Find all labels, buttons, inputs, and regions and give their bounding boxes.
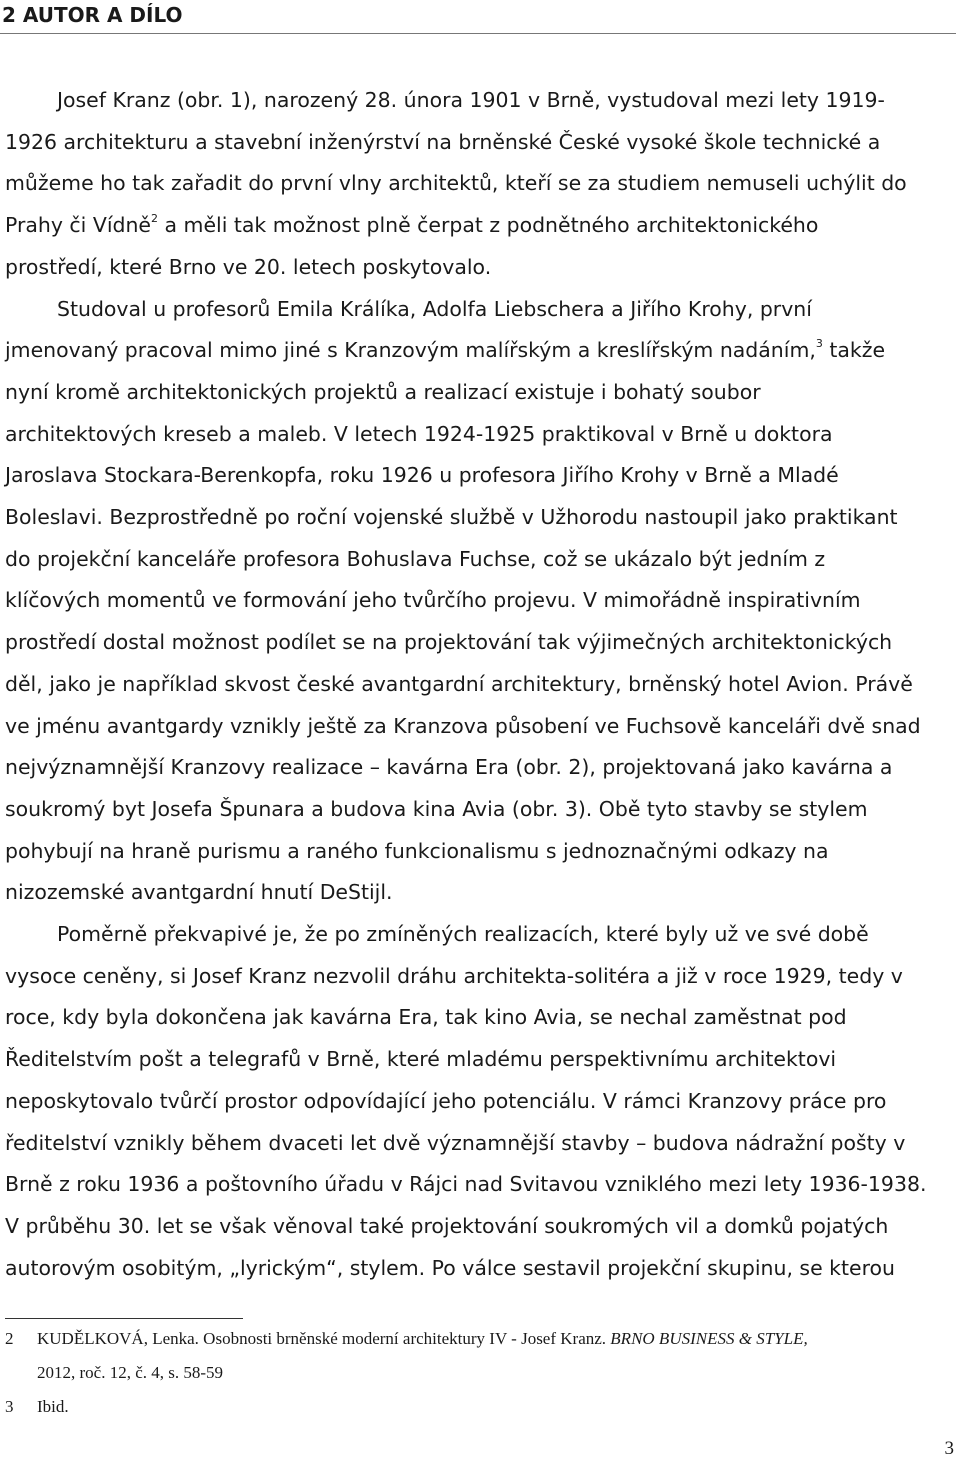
footnote-journal: BRNO BUSINESS & STYLE, — [610, 1329, 808, 1348]
text-line: vysoce ceněny, si Josef Kranz nezvolil dráhu architekta-solitéra a již v roce 1929, tedy v — [5, 963, 903, 988]
text-fragment: a měli tak možnost plně čerpat z podnětného architektonického — [158, 213, 819, 238]
paragraph-1 — [5, 80, 955, 289]
text-line: Studoval u profesorů Emila Králíka, Adolfa Liebschera a Jiřího Krohy, první — [57, 296, 812, 321]
text-line: V průběhu 30. let se však věnoval také projektování soukromých vil a domků pojatých — [5, 1213, 889, 1238]
text-line: 1926 architekturu a stavební inženýrství na brněnské České vysoké škole technické a — [5, 129, 881, 154]
text-line: do projekční kanceláře profesora Bohuslava Fuchse, což se ukázalo být jedním z — [5, 546, 826, 571]
text-line: prostředí, které Brno ve 20. letech poskytovalo. — [5, 254, 492, 279]
text-fragment: jmenovaný pracoval mimo jiné s Kranzovým malířským a kreslířským nadáním, — [5, 338, 816, 363]
text-line: pohybují na hraně purismu a raného funkcionalismu s jednoznačnými odkazy na — [5, 838, 829, 863]
text-line: nyní kromě architektonických projektů a realizací existuje i bohatý soubor — [5, 379, 761, 404]
footnote-number: 2 — [5, 1329, 14, 1348]
text-line: neposkytovalo tvůrčí prostor odpovídající jeho potenciálu. V rámci Kranzovy práce pro — [5, 1088, 887, 1113]
text-line: Ředitelstvím pošt a telegrafů v Brně, které mladému perspektivnímu architektovi — [5, 1047, 837, 1072]
heading-rule — [0, 33, 956, 34]
text-line: autorovým osobitým, „lyrickým“, stylem. Po válce sestavil projekční skupinu, se kterou — [5, 1255, 895, 1280]
text-line — [5, 205, 955, 247]
footnote-3 — [5, 1390, 955, 1424]
text-fragment: takže — [822, 338, 886, 363]
text-line: prostředí dostal možnost podílet se na projektování tak výjimečných architektonických — [5, 630, 893, 655]
text-line: Josef Kranz (obr. 1), narozený 28. února 1901 v Brně, vystudoval mezi lety 1919- — [57, 88, 885, 112]
text-line: architektových kreseb a maleb. V letech 1924-1925 praktikoval v Brně u doktora — [5, 421, 833, 446]
footnote-ref-3[interactable]: 3 — [815, 337, 823, 351]
footnotes — [5, 1322, 955, 1424]
text-line: roce, kdy byla dokončena jak kavárna Era, tak kino Avia, se nechal zaměstnat pod — [5, 1005, 847, 1030]
text-line: nizozemské avantgardní hnutí DeStijl. — [5, 880, 393, 905]
text-line: Jaroslava Stockara-Berenkopfa, roku 1926 u profesora Jiřího Krohy v Brně a Mladé — [5, 463, 839, 488]
page-number: 3 — [944, 1438, 954, 1459]
text-line: soukromý byt Josefa Špunara a budova kina Avia (obr. 3). Obě tyto stavby se stylem — [5, 796, 868, 821]
footnote-number: 3 — [5, 1397, 14, 1416]
footnote-text — [37, 1322, 808, 1356]
text-fragment: Prahy či Vídně — [5, 213, 152, 238]
text-line: Brně z roku 1936 a poštovního úřadu v Rájci nad Svitavou vzniklého mezi lety 1936-1938. — [5, 1172, 927, 1197]
paragraph-3 — [5, 914, 955, 1289]
text-line: ředitelství vznikly během dvaceti let dvě významnější stavby – budova nádražní pošty v — [5, 1130, 906, 1155]
body-text — [5, 80, 955, 1289]
footnote-details: 2012, roč. 12, č. 4, s. 58-59 — [37, 1363, 224, 1382]
footnote-separator — [5, 1318, 243, 1319]
text-line: ve jménu avantgardy vznikly ještě za Kranzova působení ve Fuchsově kanceláři dvě snad — [5, 713, 921, 738]
footnote-2-continued — [5, 1356, 955, 1390]
text-line — [5, 330, 955, 372]
paragraph-2 — [5, 289, 955, 915]
text-line: nejvýznamnější Kranzovy realizace – kavárna Era (obr. 2), projektovaná jako kavárna a — [5, 755, 893, 780]
section-heading: 2 AUTOR A DÍLO — [2, 3, 183, 27]
text-line: děl, jako je například skvost české avantgardní architektury, brněnský hotel Avion. Právě — [5, 671, 913, 696]
footnote-citation: KUDĚLKOVÁ, Lenka. Osobnosti brněnské moderní architektury IV - Josef Kranz. — [37, 1329, 607, 1348]
footnote-ref-2[interactable]: 2 — [151, 212, 159, 226]
footnote-text: Ibid. — [37, 1397, 69, 1416]
text-line: můžeme ho tak zařadit do první vlny architektů, kteří se za studiem nemuseli uchýlit do — [5, 171, 907, 196]
text-line: klíčových momentů ve formování jeho tvůrčího projevu. V mimořádně inspirativním — [5, 588, 861, 613]
text-line: Poměrně překvapivé je, že po zmíněných realizacích, které byly už ve své době — [57, 922, 869, 947]
text-line: Boleslavi. Bezprostředně po roční vojenské službě v Užhorodu nastoupil jako praktikant — [5, 505, 898, 530]
footnote-2 — [5, 1322, 955, 1356]
footnote-spacer — [5, 1356, 37, 1390]
